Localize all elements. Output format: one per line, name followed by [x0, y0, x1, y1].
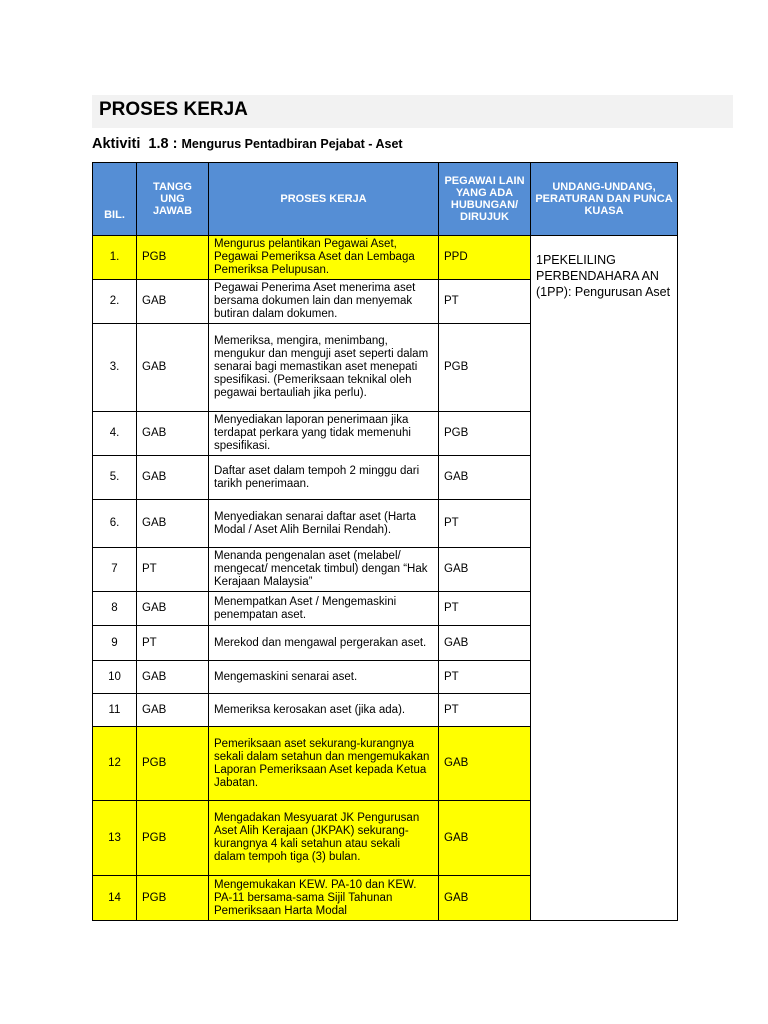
row-proses-kerja: Daftar aset dalam tempoh 2 minggu dari tarikh penerimaan.	[209, 456, 439, 500]
row-proses-kerja: Pemeriksaan aset sekurang-kurangnya sekali dalam setahun dan mengemukakan Laporan Pemeriksaan Aset kepada Ketua Jabatan.	[209, 727, 439, 801]
row-proses-kerja: Merekod dan mengawal pergerakan aset.	[209, 626, 439, 661]
row-proses-kerja: Mengadakan Mesyuarat JK Pengurusan Aset Alih Kerajaan (JKPAK) sekurang-kurangnya 4 kali setahun atau sekali dalam tempoh tiga (3) bulan.	[209, 801, 439, 876]
header-bil: BIL.	[93, 163, 137, 236]
row-bil: 9	[93, 626, 137, 661]
row-proses-kerja: Menempatkan Aset / Mengemaskini penempatan aset.	[209, 592, 439, 626]
row-proses-kerja: Pegawai Penerima Aset menerima aset bersama dokumen lain dan menyemak butiran dalam dokumen.	[209, 280, 439, 324]
row-pegawai-dirujuk: GAB	[439, 801, 531, 876]
row-pegawai-dirujuk: PT	[439, 280, 531, 324]
row-pegawai-dirujuk: GAB	[439, 876, 531, 921]
row-bil: 2.	[93, 280, 137, 324]
row-bil: 6.	[93, 500, 137, 548]
row-tanggungjawab: GAB	[137, 500, 209, 548]
row-pegawai-dirujuk: GAB	[439, 456, 531, 500]
row-tanggungjawab: PGB	[137, 727, 209, 801]
row-bil: 7	[93, 548, 137, 592]
row-bil: 4.	[93, 412, 137, 456]
activity-line	[92, 136, 403, 152]
row-proses-kerja: Mengurus pelantikan Pegawai Aset, Pegawai Pemeriksa Aset dan Lembaga Pemeriksa Pelupusan.	[209, 236, 439, 280]
row-pegawai-dirujuk: PGB	[439, 412, 531, 456]
header-pegawai-dirujuk: PEGAWAI LAIN YANG ADA HUBUNGAN/ DIRUJUK	[439, 163, 531, 236]
header-tanggungjawab: TANGG UNG JAWAB	[137, 163, 209, 236]
row-tanggungjawab: GAB	[137, 280, 209, 324]
row-bil: 5.	[93, 456, 137, 500]
row-pegawai-dirujuk: PT	[439, 694, 531, 727]
row-bil: 13	[93, 801, 137, 876]
header-undang-undang: UNDANG-UNDANG, PERATURAN DAN PUNCA KUASA	[531, 163, 678, 236]
row-proses-kerja: Mengemaskini senarai aset.	[209, 661, 439, 694]
process-table	[92, 162, 678, 921]
row-bil: 14	[93, 876, 137, 921]
row-bil: 10	[93, 661, 137, 694]
row-proses-kerja: Menyediakan senarai daftar aset (Harta Modal / Aset Alih Bernilai Rendah).	[209, 500, 439, 548]
row-tanggungjawab: GAB	[137, 324, 209, 412]
row-bil: 8	[93, 592, 137, 626]
row-tanggungjawab: PGB	[137, 876, 209, 921]
row-tanggungjawab: GAB	[137, 592, 209, 626]
row-proses-kerja: Menanda pengenalan aset (melabel/ mengecat/ mencetak timbul) dengan “Hak Kerajaan Malaysia”	[209, 548, 439, 592]
row-proses-kerja: Memeriksa, mengira, menimbang, mengukur dan menguji aset seperti dalam senarai bagi memastikan aset menepati spesifikasi. (Pemeriksaan teknikal oleh pegawai bertauliah jika perlu).	[209, 324, 439, 412]
row-tanggungjawab: PGB	[137, 801, 209, 876]
row-proses-kerja: Menyediakan laporan penerimaan jika terdapat perkara yang tidak memenuhi spesifikasi.	[209, 412, 439, 456]
title-bar	[92, 95, 733, 128]
row-pegawai-dirujuk: GAB	[439, 548, 531, 592]
row-pegawai-dirujuk: PT	[439, 592, 531, 626]
row-bil: 11	[93, 694, 137, 727]
row-pegawai-dirujuk: PT	[439, 500, 531, 548]
row-bil: 12	[93, 727, 137, 801]
row-tanggungjawab: PT	[137, 626, 209, 661]
activity-name: Mengurus Pentadbiran Pejabat - Aset	[181, 137, 403, 151]
row-bil: 3.	[93, 324, 137, 412]
table-row	[93, 236, 678, 280]
header-proses-kerja: PROSES KERJA	[209, 163, 439, 236]
row-tanggungjawab: GAB	[137, 412, 209, 456]
page-title: PROSES KERJA	[99, 99, 248, 120]
row-pegawai-dirujuk: GAB	[439, 727, 531, 801]
row-pegawai-dirujuk: PT	[439, 661, 531, 694]
row-pegawai-dirujuk: GAB	[439, 626, 531, 661]
row-pegawai-dirujuk: PGB	[439, 324, 531, 412]
row-tanggungjawab: PT	[137, 548, 209, 592]
law-reference: 1PEKELILING PERBENDAHARA AN (1PP): Pengurusan Aset	[531, 236, 678, 921]
activity-label: Aktiviti	[92, 136, 141, 152]
row-tanggungjawab: GAB	[137, 456, 209, 500]
row-bil: 1.	[93, 236, 137, 280]
table-header-row	[93, 163, 678, 236]
row-tanggungjawab: GAB	[137, 661, 209, 694]
row-pegawai-dirujuk: PPD	[439, 236, 531, 280]
row-proses-kerja: Memeriksa kerosakan aset (jika ada).	[209, 694, 439, 727]
row-proses-kerja: Mengemukakan KEW. PA-10 dan KEW. PA-11 bersama-sama Sijil Tahunan Pemeriksaan Harta Modal	[209, 876, 439, 921]
row-tanggungjawab: PGB	[137, 236, 209, 280]
row-tanggungjawab: GAB	[137, 694, 209, 727]
activity-number: 1.8 :	[148, 136, 178, 152]
